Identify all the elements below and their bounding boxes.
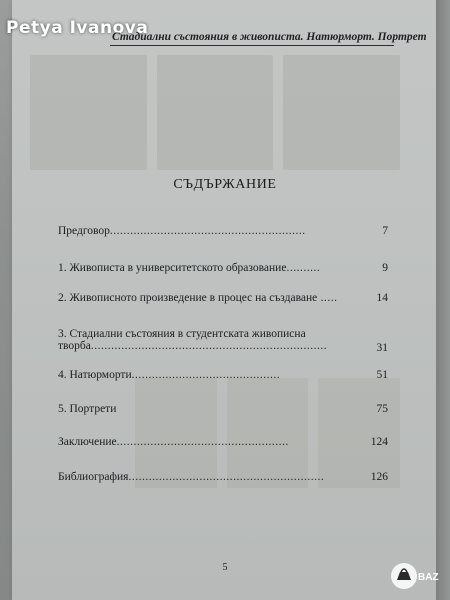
- show-through-images: [30, 55, 400, 170]
- svg-text:BAZ: BAZ: [418, 572, 439, 583]
- running-header: Стадиални състояния в живописта. Натюрморт. Портрет: [112, 31, 427, 43]
- toc-entry: Предговор.......................................................... 7: [58, 225, 388, 237]
- page-edge: [436, 0, 450, 600]
- toc-entry: 2. Живописното произведение в процес на създаване ..... 14: [58, 292, 388, 304]
- toc-entry: Библиография.......................................................... 126: [58, 471, 388, 483]
- page-number: 5: [222, 562, 228, 573]
- seller-watermark: Petya Ivanova: [6, 18, 149, 38]
- toc-entry: 1. Живописта в университетското образование.......... 9: [58, 262, 388, 274]
- toc-entry: 3. Стадиални състояния в студентската живописна творба...................................................................... 31: [58, 328, 388, 354]
- toc-entry: Заключение................................................... 124: [58, 436, 388, 448]
- toc-entry: 4. Натюрморти............................................ 51: [58, 369, 388, 381]
- toc-title: СЪДЪРЖАНИЕ: [173, 177, 277, 192]
- toc-entry: 5. Портрети 75: [58, 403, 388, 415]
- bazar-logo-icon: [384, 558, 444, 594]
- header-rule: [110, 45, 394, 46]
